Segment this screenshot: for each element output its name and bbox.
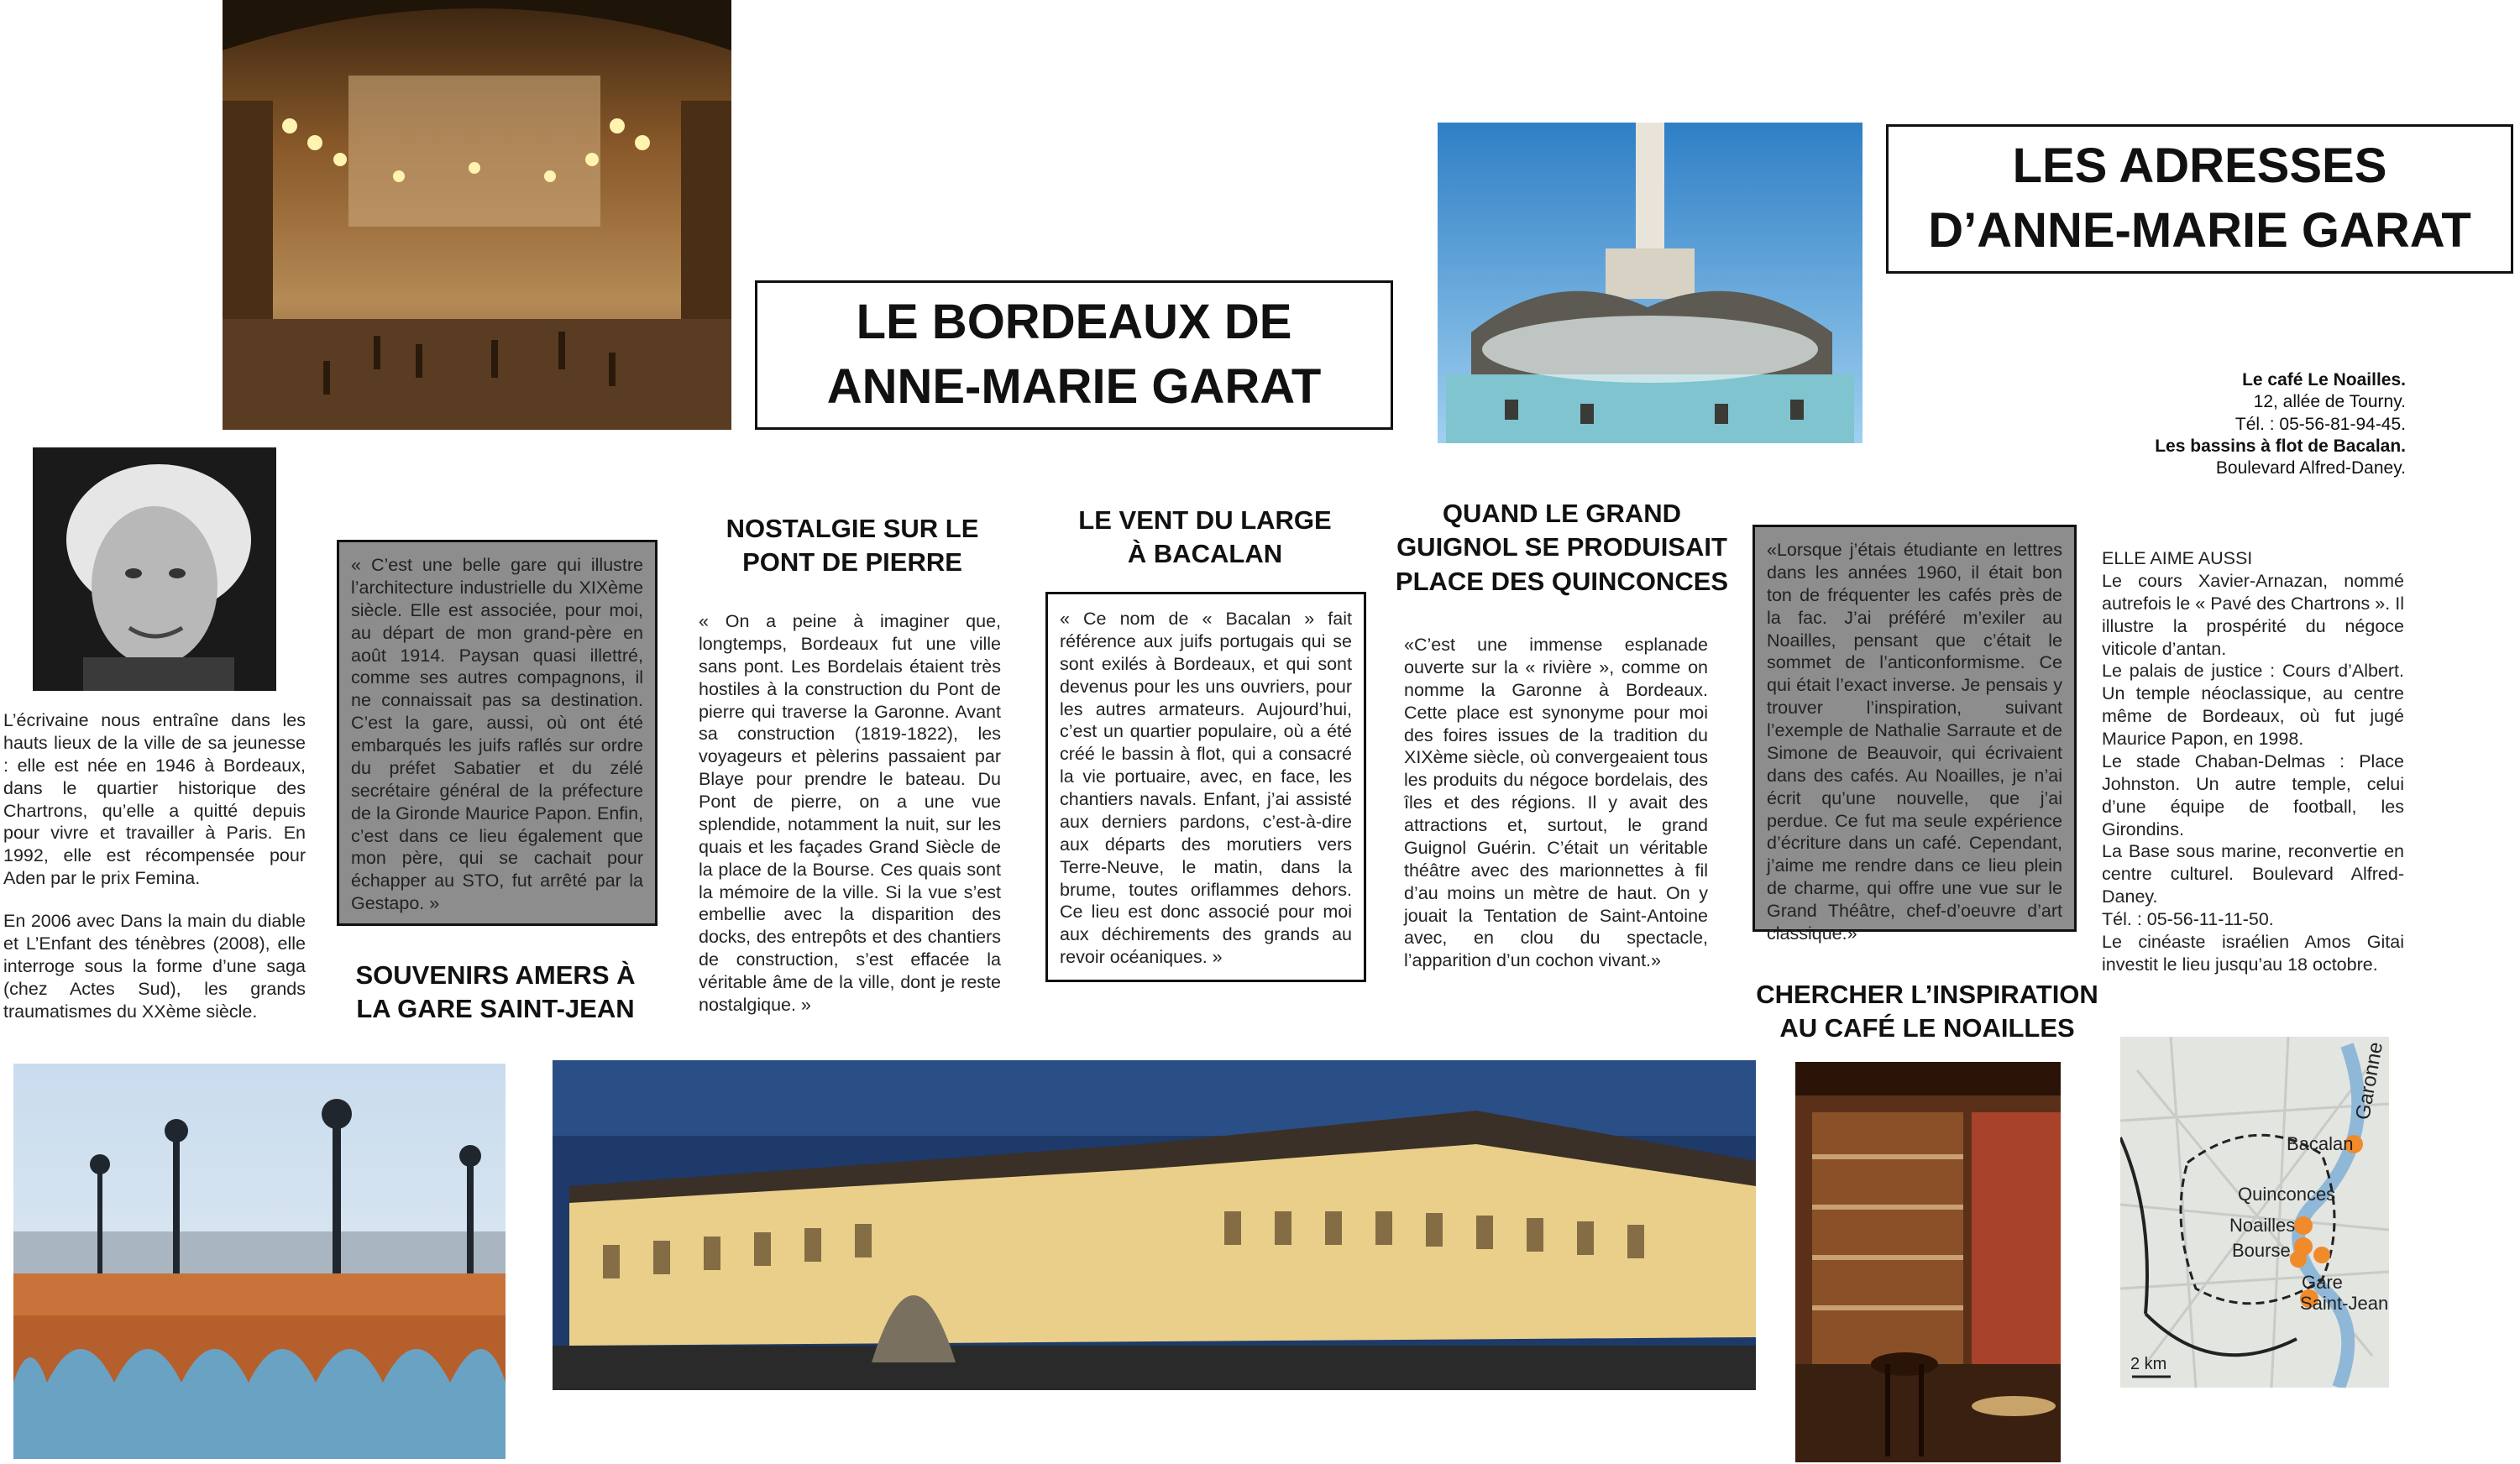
- photo-cafe-le-noailles: [1795, 1062, 2061, 1462]
- address-bassins-name: Les bassins à flot de Bacalan.: [2155, 436, 2406, 456]
- address-cafe-tel: Tél. : 05-56-81-94-45.: [2234, 414, 2406, 434]
- elle-aime-item: Le palais de justice : Cours d’Albert. Un temple néoclassique, au centre même de Bordeaux, où fut jugé Maurice Papon, en 1998.: [2102, 661, 2404, 749]
- pont-heading: NOSTALGIE SUR LE PONT DE PIERRE: [726, 514, 979, 578]
- map-label-bourse: Bourse: [2232, 1240, 2291, 1261]
- map-label-quinconces: Quinconces: [2238, 1184, 2336, 1205]
- gare-heading: SOUVENIRS AMERS À LA GARE SAINT-JEAN: [355, 960, 636, 1024]
- elle-aime-item: Le cinéaste israélien Amos Gitai investit le lieu jusqu’au 18 octobre.: [2102, 931, 2404, 975]
- intro-text: [3, 709, 306, 1043]
- elle-aime-item: Tél. : 05-56-11-11-50.: [2102, 909, 2274, 929]
- address-cafe-street: 12, allée de Tourny.: [2253, 392, 2406, 412]
- intro-paragraph-1: L’écrivaine nous entraîne dans les hauts lieux de la ville de sa jeunesse : elle est née en 1946 à Bordeaux, dans le quartier historique des Chartrons, qu’elle a quitté depuis pour vivre et travailler à Paris. En 1992, elle est récompensée pour Aden par le prix Femina.: [3, 710, 306, 889]
- addresses-title-text: LES ADRESSES D’ANNE-MARIE GARAT: [1928, 139, 2471, 258]
- map-scale: 2 km: [2130, 1355, 2167, 1373]
- photo-gare-saint-jean-hall: [223, 0, 731, 430]
- gare-quote-box: [337, 540, 658, 926]
- elle-aime-item: La Base sous marine, reconvertie en centre culturel. Boulevard Alfred-Daney.: [2102, 841, 2404, 907]
- addresses-list: [2083, 369, 2406, 479]
- map-label-noailles: Noailles: [2229, 1215, 2296, 1236]
- bacalan-heading: LE VENT DU LARGE À BACALAN: [1078, 505, 1332, 569]
- noailles-heading: CHERCHER L’INSPIRATION AU CAFÉ LE NOAILLES: [1756, 980, 2098, 1043]
- elle-aime-heading: ELLE AIME AUSSI: [2102, 548, 2253, 568]
- gare-quote-text: « C’est une belle gare qui illustre l’architecture industrielle du XIXème siècle. Elle est associée, pour moi, au départ de mon grand-père en août 1914. Paysan quasi illettré, comme ses autres compagnons, il ne connaissait pas sa destination. C’est la gare, aussi, où ont été embarqués les juifs raflés sur ordre du préfet Sabatier et du zélé secrétaire général de la préfecture de la Gironde Maurice Papon. Enfin, c’est dans ce lieu également que mon père, qui se cachait pour échapper au STO, fut arrêté par la Gestapo. »: [351, 555, 643, 914]
- noailles-quote-text: «Lorsque j’étais étudiante en lettres dans les années 1960, il était bon ton de fréquenter les cafés près de la fac. J’ai préféré m’exiler au Noailles, pensant que c’était le sommet de l’anticonformisme. Ce qui était l’exact inverse. Je pensais y trouver l’inspiration, suivant l’exemple de Nathalie Sarraute et de Simone de Beauvoir, qui écrivaient dans des cafés. Au Noailles, je n’ai écrit qu’une nouvelle, que j’ai perdue. Ce fut ma seule expérience d’écriture dans un café. Cependant, j’aime me rendre dans ce lieu plein de charme, qui offre une vue sur le Grand Théâtre, chef-d’oeuvre d’art classique.»: [1767, 540, 2062, 944]
- map-label-gare: Gare: [2302, 1272, 2343, 1293]
- elle-aime-aussi: [2102, 547, 2404, 976]
- photo-place-de-la-bourse: [553, 1060, 1756, 1390]
- address-bassins-street: Boulevard Alfred-Daney.: [2215, 458, 2406, 478]
- photo-quinconces-fountain: [1438, 123, 1862, 443]
- map-bordeaux: [2120, 1037, 2389, 1388]
- elle-aime-item: Le cours Xavier-Arnazan, nommé autrefois le « Pavé des Chartrons ». Il illustre la prospérité du négoce viticole d’antan.: [2102, 570, 2404, 659]
- photo-portrait-anne-marie-garat: [33, 447, 276, 691]
- map-label-saint-jean: Saint-Jean: [2300, 1293, 2389, 1314]
- bacalan-quote-text: « Ce nom de « Bacalan » fait référence aux juifs portugais qui se sont exilés à Bordeaux, et qui sont devenus pour les uns ouvriers, pour les autres armateurs. Aujourd’hui, c’est un quartier populaire, où a été créé le bassin à flot, qui a consacré la vie portuaire, avec, en face, les chantiers navals. Enfant, j’ai assisté aux derniers pardons, c’est-à-dire aux départs des morutiers vers Terre-Neuve, le matin, dans la brume, toutes oriflammes dehors. Ce lieu est donc associé pour moi aux déchirements des grands au revoir océaniques. »: [1060, 609, 1352, 968]
- map-label-garonne: Garonne: [2351, 1040, 2388, 1122]
- noailles-quote-box: [1752, 525, 2077, 944]
- quinconces-heading: QUAND LE GRAND GUIGNOL SE PRODUISAIT PLACE DES QUINCONCES: [1395, 499, 1729, 596]
- main-title-text: LE BORDEAUX DE ANNE-MARIE GARAT: [826, 295, 1322, 414]
- address-cafe-name: Le café Le Noailles.: [2242, 370, 2406, 390]
- bacalan-quote-box: [1045, 592, 1366, 982]
- main-title: [755, 280, 1393, 430]
- addresses-title: [1886, 124, 2513, 274]
- photo-pont-de-pierre: [13, 1064, 506, 1459]
- intro-paragraph-2: En 2006 avec Dans la main du diable et L’Enfant des ténèbres (2008), elle interroge sous la forme d’une saga (chez Actes Sud), les grands traumatismes du XXème siècle.: [3, 911, 306, 1022]
- map-label-bacalan: Bacalan: [2287, 1133, 2354, 1154]
- elle-aime-item: Le stade Chaban-Delmas : Place Johnston. Un autre temple, celui d’une équipe de football, les Girondins.: [2102, 750, 2404, 839]
- pont-text: « On a peine à imaginer que, longtemps, Bordeaux fut une ville sans pont. Les Bordelais étaient très hostiles à la construction du Pont de pierre qui traverse la Garonne. Avant sa construction (1819-1822), les voyageurs et pèlerins passaient par Blaye pour prendre le bateau. Du Pont de pierre, on a une vue splendide, notamment la nuit, sur les quais et les façades Grand Siècle de la place de la Bourse. Ces quais sont la mémoire de la ville. Si la vue s’est embellie avec la disparition des docks, des entrepôts et des chantiers de construction, s’est effacée la véritable âme de la ville, dont je reste nostalgique. »: [699, 611, 1001, 1015]
- quinconces-text: «C’est une immense esplanade ouverte sur la « rivière », comme on nomme la Garonne à Bordeaux. Cette place est synonyme pour moi des foires issues de la tradition du XIXème siècle, où convergeaient tous les produits du négoce bordelais, des îles et des régions. Il y avait des attractions et, surtout, le grand Guignol Guérin. C’était un véritable théâtre avec des marionnettes à fil d’au moins un mètre de haut. On y jouait la Tentation de Saint-Antoine avec, en clou du spectacle, l’apparition d’un cochon vivant.»: [1404, 635, 1708, 971]
